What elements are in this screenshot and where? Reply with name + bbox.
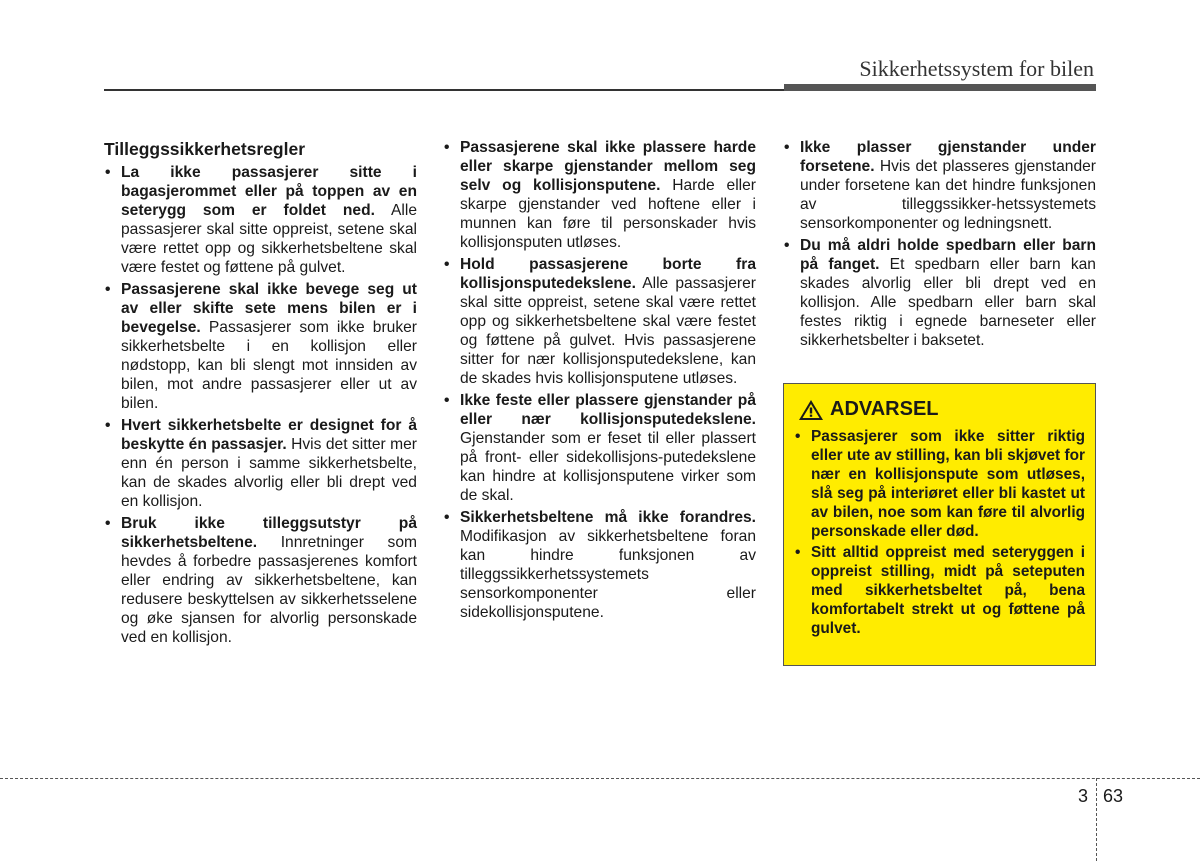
warning-triangle-icon [798, 399, 824, 421]
warning-header [798, 398, 1085, 421]
header-rule-accent [784, 84, 1096, 91]
bullet-icon: • [784, 139, 790, 156]
warning-box [783, 383, 1096, 666]
header-rule [104, 89, 784, 91]
list-item: • Ikke plasser gjenstander under forsetene. Hvis det plasseres gjenstander under forsetene kan det hindre funksjonen av tilleggssikker-hetssystemets sensorkomponenter og ledningsnett. [784, 139, 1096, 232]
list-item: • La ikke passasjerer sitte i bagasjerommet eller på toppen av en seterygg som er foldet ned. Alle passasjerer skal sitte oppreist, setene skal være rettet opp og sikkerhetsbeltene skal være festet og føttene på gulvet. [105, 164, 417, 276]
rule-list [443, 138, 756, 622]
bullet-icon: • [444, 392, 450, 409]
bullet-icon: • [444, 509, 450, 526]
rule-list [783, 138, 1096, 350]
bullet-icon: • [105, 515, 111, 532]
bullet-icon: • [784, 237, 790, 254]
bullet-icon: • [105, 164, 111, 181]
list-item: • Hold passasjerene borte fra kollisjonsputedekslene. Alle passasjerer skal sitte oppreist, setene skal være rettet opp og sikkerhetsbeltene skal være festet og føttene på gulvet. Hvis passasjerene sitter for nær kollisjonsputedekslene, kan de skades hvis kollisjonsputene utløses. [444, 256, 756, 387]
list-item: • Sikkerhetsbeltene må ikke forandres. Modifikasjon av sikkerhetsbeltene foran kan hindre funksjonen av tilleggssikkerhetssystemets sensorkomponenter eller sidekollisjonsputene. [444, 509, 756, 621]
header-title: Sikkerhetssystem for bilen [859, 56, 1094, 81]
column-3 [783, 138, 1096, 353]
bullet-icon: • [444, 139, 450, 156]
list-item: • Du må aldri holde spedbarn eller barn på fanget. Et spedbarn eller barn kan skades alvorlig eller bli drept ved en kollisjon. Alle spedbarn eller barn skal festes riktig i egnede barneseter eller sikkerhetsbelter i baksetet. [784, 237, 1096, 349]
list-item: • Passasjerene skal ikke bevege seg ut av eller skifte sete mens bilen er i bevegelse. Passasjerer som ikke bruker sikkerhetsbelte i en kollisjon eller nødstopp, kan bli slengt mot innsiden av bilen, mot andre passasjerer eller ut av bilen. [105, 281, 417, 412]
list-item: • Ikke feste eller plassere gjenstander på eller nær kollisjonsputedekslene. Gjenstander som er feset til eller plassert på front- eller sidekollisjons-putedekslene kan hindre at kollisjonsputene virker som de skal. [444, 392, 756, 504]
column-1 [104, 138, 417, 650]
bullet-icon: • [444, 256, 450, 273]
list-item: • Bruk ikke tilleggsutstyr på sikkerhetsbeltene. Innretninger som hevdes å forbedre passasjerenes komfort eller endring av sikkerhetsbeltene, kan redusere beskyttelsen av sikkerhetsselene og øke sjansen for alvorlig personskade ved en kollisjon. [105, 515, 417, 646]
chapter-number: 3 [1078, 786, 1089, 806]
list-item: • Passasjerer som ikke sitter riktig eller ute av stilling, kan bli skjøvet for nær en kollisjonspute som utløses, slå seg på interiøret eller bli kastet ut av bilen, noe som kan føre til alvorlig personskade eller død. [795, 428, 1085, 540]
rule-list [104, 163, 417, 647]
footer-divider [1096, 778, 1097, 861]
bullet-icon: • [795, 428, 801, 445]
list-item: • Sitt alltid oppreist med seteryggen i oppreist stilling, midt på seteputen med sikkerhetsbeltet på, bena komfortabelt strekt ut og føttene på gulvet. [795, 544, 1085, 637]
warning-list [794, 427, 1085, 638]
section-heading: Tilleggssikkerhetsregler [104, 139, 306, 159]
warning-title: ADVARSEL [830, 398, 939, 420]
footer-rule [0, 778, 1200, 779]
column-2 [443, 138, 756, 625]
bullet-icon: • [795, 544, 801, 561]
list-item: • Hvert sikkerhetsbelte er designet for å beskytte én passasjer. Hvis det sitter mer enn én person i samme sikkerhetsbelte, kan de skades alvorlig eller bli drept ved en kollisjon. [105, 417, 417, 510]
bullet-icon: • [105, 281, 111, 298]
page-number: 63 [1103, 786, 1124, 806]
bullet-icon: • [105, 417, 111, 434]
list-item: • Passasjerene skal ikke plassere harde eller skarpe gjenstander mellom seg selv og kollisjonsputene. Harde eller skarpe gjenstander ved hoftene eller i munnen kan føre til personskader hvis kollisjonsputen utløses. [444, 139, 757, 251]
